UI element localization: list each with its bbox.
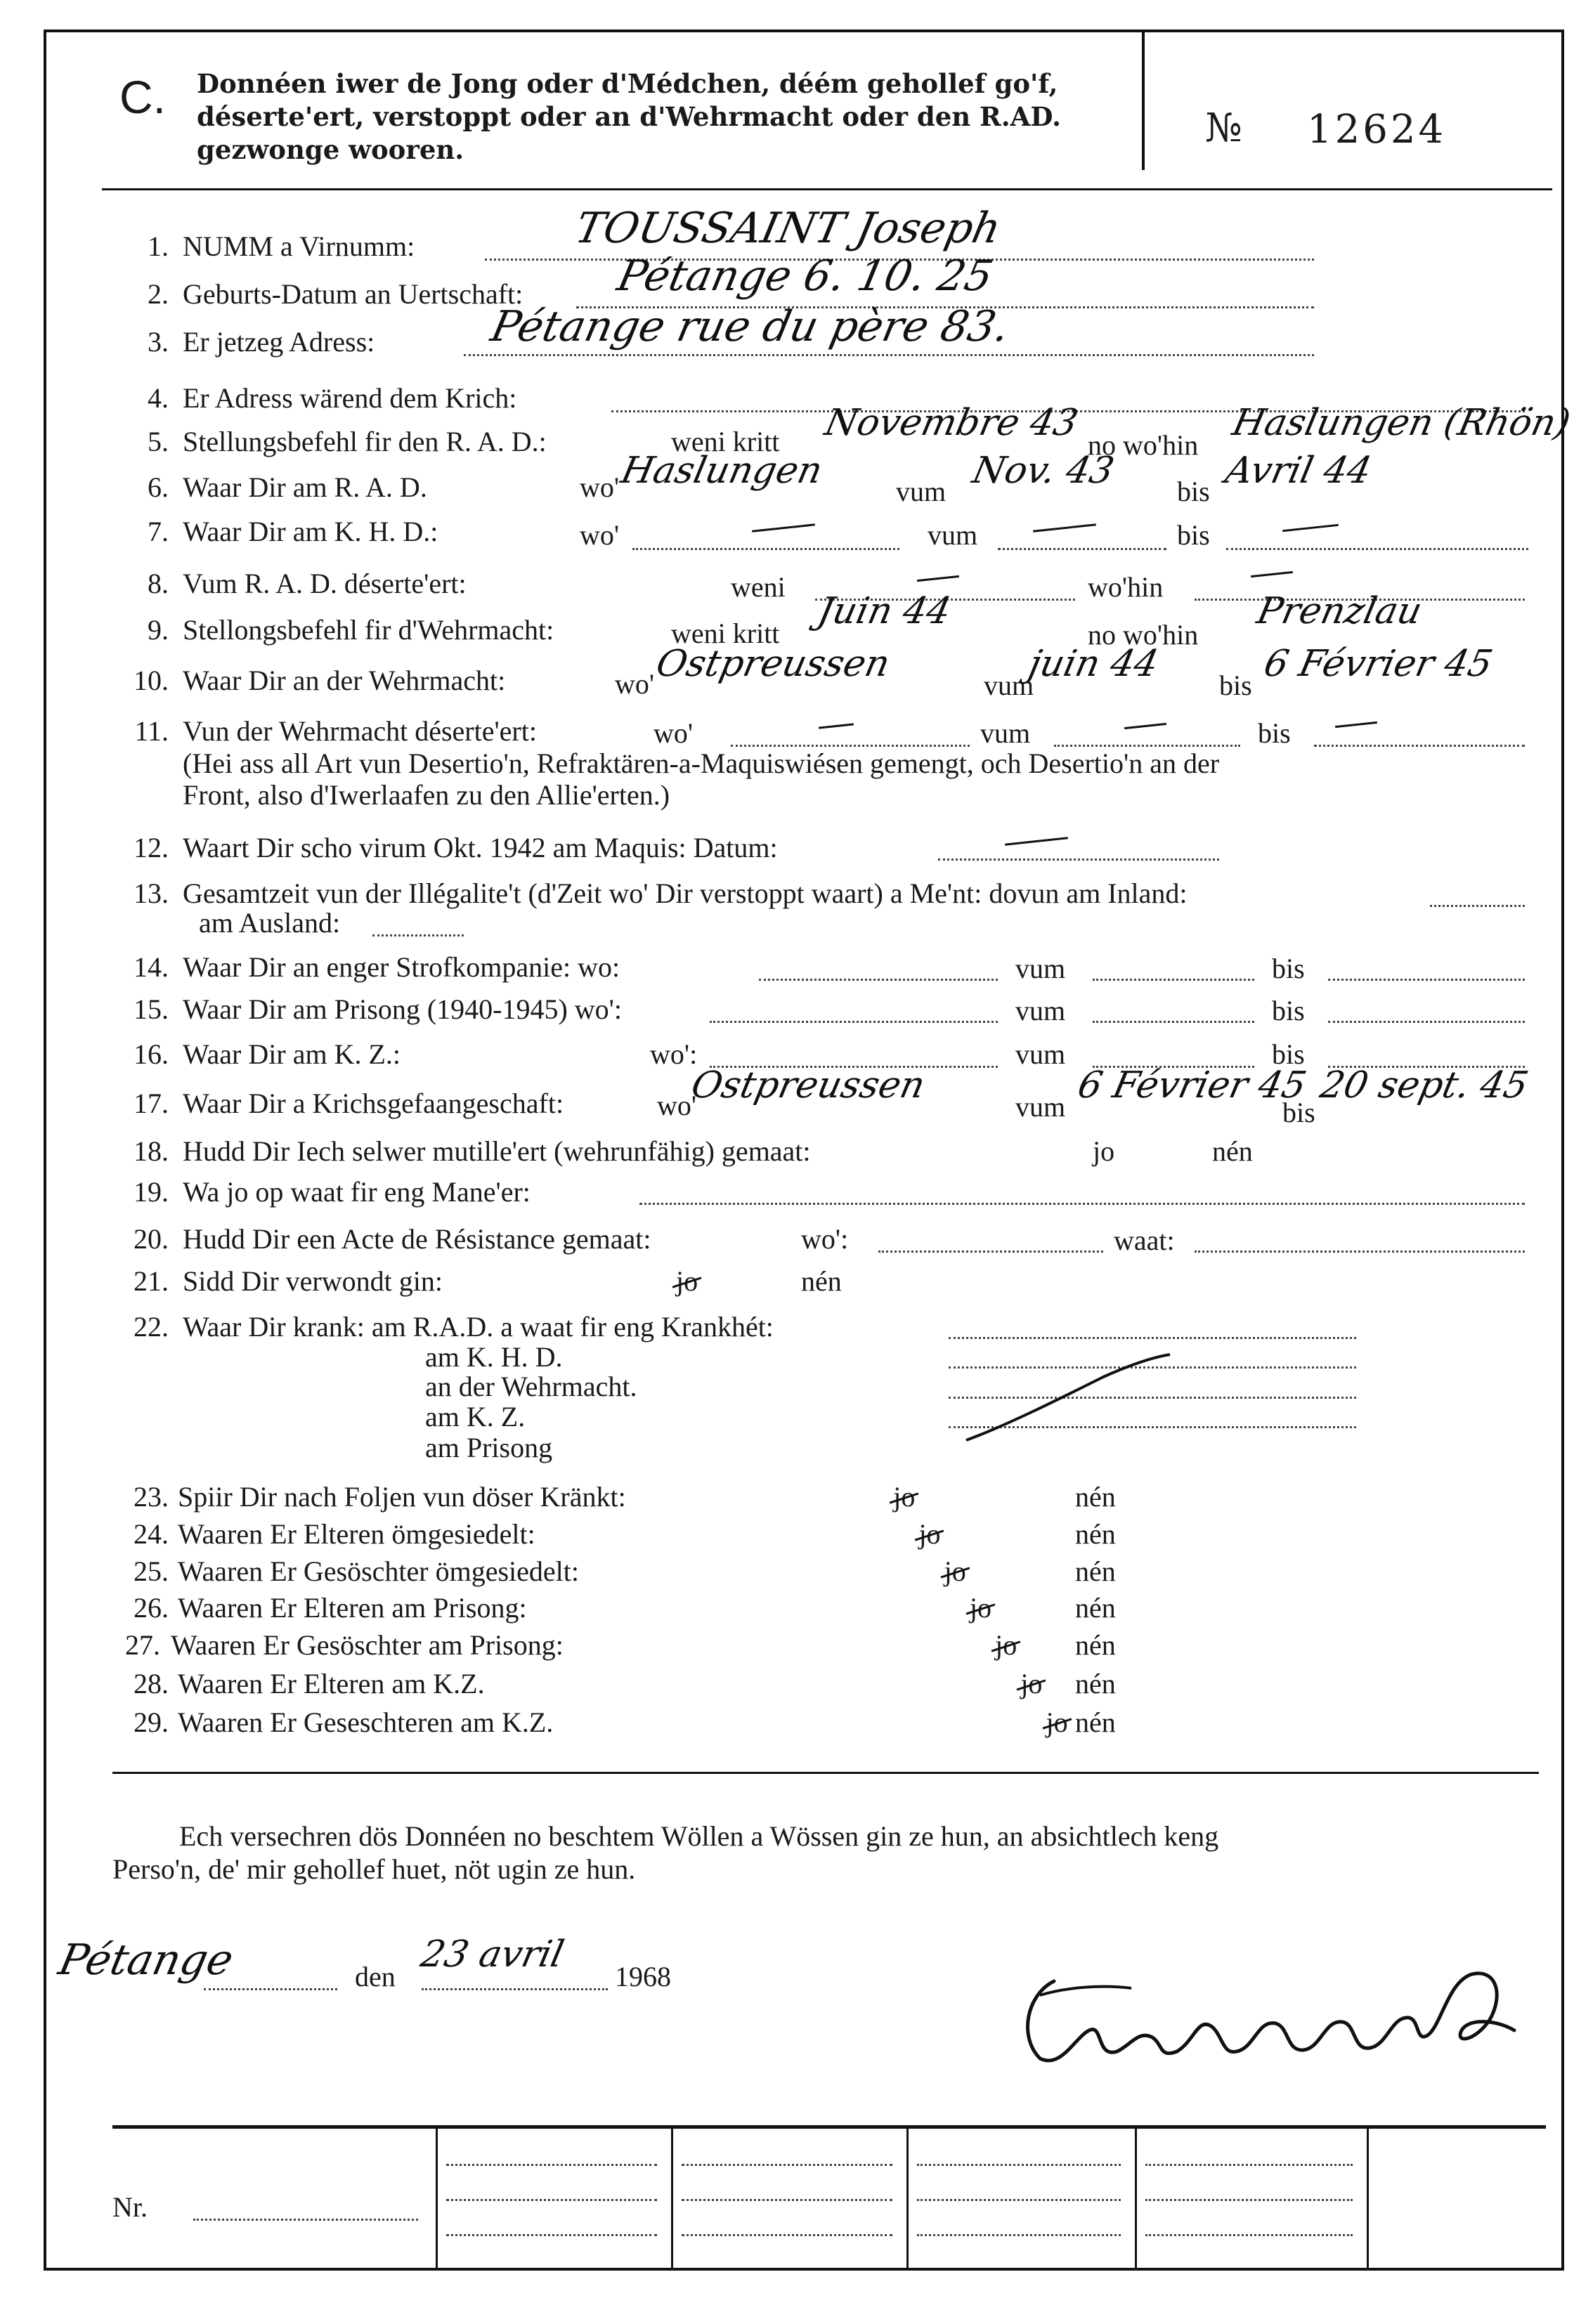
item-label: Waaren Er Gesöschter ömgesiedelt: [178,1555,579,1587]
item-label: Waar Dir an enger Strofkompanie: wo: [183,951,620,983]
item-label: NUMM a Virnumm: [183,230,415,262]
item-label: Spiir Dir nach Foljen vun döser Kränkt: [178,1481,626,1513]
wo-label: wo': [650,1038,698,1070]
item-number: 9. [148,614,169,646]
nr-label: Nr. [112,2191,148,2223]
item-number: 25. [134,1555,169,1587]
handwritten-wo: Ostpreussen [687,1064,929,1106]
bis-label: bis [1282,1097,1315,1128]
fill-line [193,2219,418,2221]
item-label: Vun der Wehrmacht déserte'ert: [183,715,537,747]
nen-option: nén [1212,1135,1253,1167]
item-number: 22. [134,1311,169,1343]
item-label: Hudd Dir Iech selwer mutille'ert (wehrunfähig) gemaat: [183,1135,811,1167]
fill-line [998,548,1166,550]
item-number: 20. [134,1223,169,1255]
bis-label: bis [1219,670,1252,701]
fill-line [1314,745,1525,747]
item-number: 13. [134,877,169,909]
vum-label: vum [928,519,978,551]
wo-label: wo' [580,519,620,551]
signature [1012,1953,1532,2080]
fill-line [639,1203,1525,1205]
item-label: Waaren Er Gesöschter am Prisong: [171,1629,564,1661]
fill-line [938,859,1219,861]
handwritten-nowohin: Haslungen (Rhön) [1228,402,1574,444]
vum-label: vum [1015,995,1066,1026]
fill-line [949,1337,1356,1339]
jo-option-struck: jo [1046,1706,1068,1738]
item-label: Waaren Er Elteren ömgesiedelt: [178,1518,535,1550]
fill-line [446,2199,657,2201]
item-label: Hudd Dir een Acte de Résistance gemaat: [183,1223,651,1255]
item-note: Front, also d'Iwerlaafen zu den Allie'erten.) [183,779,670,811]
handwritten-wo: Haslungen [617,450,826,492]
item-number: 21. [134,1265,169,1297]
item-label: Er Adress wärend dem Krich: [183,382,517,414]
vum-label: vum [984,670,1034,701]
handwritten-wo: Ostpreussen [652,643,894,685]
item-number: 2. [148,278,169,310]
item-label: Waar Dir am K. H. D.: [183,516,438,547]
year-label: 1968 [615,1961,671,1992]
fill-line [446,2164,657,2166]
fill-line [446,2234,657,2236]
item-label: Stellongsbefehl fir d'Wehrmacht: [183,614,554,646]
weni-label: weni kritt [671,426,780,457]
footer-column-divider [906,2127,909,2271]
item-label: Waar Dir a Krichsgefaangeschaft: [183,1088,564,1119]
footer-column-divider [1135,2127,1137,2271]
wo-label: wo': [801,1223,849,1255]
fill-line [682,2234,892,2236]
nen-option: nén [1075,1555,1116,1587]
jo-option-struck: jo [1020,1668,1043,1699]
nowohin-label: no wo'hin [1088,429,1199,461]
item-label: Geburts-Datum an Uertschaft: [183,278,523,310]
handwritten-date: 23 avril [417,1933,568,1976]
item-number: 3. [148,326,169,358]
item-label: Waaren Er Elteren am K.Z. [178,1668,485,1699]
handwritten-vum: juin 44 [1025,643,1162,685]
handwritten-bis: 20 sept. 45 [1316,1064,1532,1106]
fill-line [1093,1021,1254,1023]
item-label: Waaren Er Elteren am Prisong: [178,1592,527,1624]
nen-option: nén [801,1265,842,1297]
den-label: den [355,1961,396,1992]
nen-option: nén [1075,1481,1116,1513]
item-label: Waar Dir am Prisong (1940-1945) wo': [183,993,622,1025]
nen-option: nén [1075,1668,1116,1699]
handwritten-place: Pétange [54,1935,238,1985]
item-number: 24. [134,1518,169,1550]
header-rule [102,188,1552,190]
form-number: 12624 [1307,107,1447,152]
item-number: 27. [125,1629,160,1661]
footer-table-top [112,2125,1546,2129]
item-label: Waar Dir am K. Z.: [183,1038,401,1070]
jo-option-struck: jo [918,1518,941,1550]
handwritten-nowohin: Prenzlau [1253,590,1426,632]
sub-label: am Prisong [425,1432,553,1463]
fill-line [682,2164,892,2166]
item-number: 10. [134,665,169,696]
fill-line [1195,1251,1525,1253]
fill-line [204,1988,337,1990]
bis-label: bis [1272,1038,1305,1070]
fill-line [1093,979,1254,981]
vum-label: vum [896,476,947,507]
fill-line [632,548,899,550]
fill-line [1145,2164,1353,2166]
wo-label: wo' [580,471,620,503]
jo-option-struck: jo [944,1555,966,1587]
item-number: 23. [134,1481,169,1513]
item-number: 26. [134,1592,169,1624]
fill-line [422,1988,608,1990]
bis-label: bis [1272,953,1305,984]
item-label: Vum R. A. D. déserte'ert: [183,568,467,599]
jo-option-struck: jo [893,1481,916,1513]
fill-line [1226,548,1528,550]
fill-line [759,979,998,981]
handwritten-name: TOUSSAINT Joseph [571,204,1006,253]
item-number: 16. [134,1038,169,1070]
handwritten-address: Pétange rue du père 83. [486,302,1014,351]
sub-label: an der Wehrmacht. [425,1371,637,1402]
fill-line [1145,2234,1353,2236]
weni-label: weni [731,571,786,603]
sub-label: am K. Z. [425,1401,526,1432]
item-label: Gesamtzeit vun der Illégalite't (d'Zeit wo' Dir verstoppt waart) a Me'nt: dovun am Inland: [183,877,1188,909]
item-label: Waar Dir an der Wehrmacht: [183,665,506,696]
item-label-2: am Ausland: [199,907,341,939]
form-title: Donnéen iwer de Jong oder d'Médchen, déém gehollef go'f, déserte'ert, verstoppt oder an d'Wehrmacht oder den R.AD. gezwonge wooren. [197,68,1062,165]
wo-label: wo' [657,1090,697,1121]
nen-option: nén [1075,1629,1116,1661]
handwritten-bis: 6 Février 45 [1260,643,1497,685]
item-number: 18. [134,1135,169,1167]
item-number: 12. [134,832,169,863]
bis-label: bis [1258,717,1291,749]
handwritten-weni: Novembre 43 [821,402,1082,444]
fill-line [1328,979,1525,981]
vum-label: vum [1015,1091,1066,1123]
item-number: 17. [134,1088,169,1119]
declaration-line: Perso'n, de' mir gehollef huet, nöt ugin ze hun. [112,1853,636,1885]
fill-line [917,2199,1121,2201]
bis-label: bis [1272,995,1305,1026]
item-number: 29. [134,1706,169,1738]
sub-label: am K. H. D. [425,1341,563,1373]
cross-out-stroke [963,1349,1173,1447]
nen-option: nén [1075,1518,1116,1550]
handwritten-bis: Avril 44 [1221,450,1376,492]
item-label: Sidd Dir verwondt gin: [183,1265,443,1297]
jo-option-struck: jo [969,1592,991,1624]
handwritten-birth: Pétange 6. 10. 25 [613,252,998,301]
header-divider [1142,30,1145,170]
item-label: Waaren Er Geseschteren am K.Z. [178,1706,554,1738]
handwritten-vum: Nov. 43 [968,450,1118,492]
jo-option-struck: jo [676,1265,698,1297]
fill-line [917,2234,1121,2236]
jo-option: jo [1093,1135,1115,1167]
item-label: Waart Dir scho virum Okt. 1942 am Maquis: Datum: [183,832,778,863]
nowohin-label: no wo'hin [1088,619,1199,651]
nen-option: nén [1075,1592,1116,1624]
fill-line [464,354,1314,356]
footer-column-divider [671,2127,673,2271]
fill-line [1430,905,1525,907]
item-number: 19. [134,1176,169,1208]
bis-label: bis [1177,476,1210,507]
section-letter: C. [119,71,166,123]
item-note: (Hei ass all Art vun Desertio'n, Refraktären-a-Maquiswiésen gemengt, och Desertio'n an der [183,748,1220,779]
item-number: 6. [148,471,169,503]
fill-line [710,1021,998,1023]
handwritten-weni: Juin 44 [814,590,955,632]
wo-label: wo' [615,668,655,700]
vum-label: vum [1015,953,1066,984]
declaration-line: Ech versechren dös Donnéen no beschtem Wöllen a Wössen gin ze hun, an absichtlech keng [179,1820,1219,1852]
item-number: 28. [134,1668,169,1699]
nen-option: nén [1075,1706,1116,1738]
jo-option-struck: jo [995,1629,1017,1661]
fill-line [917,2164,1121,2166]
item-number: 11. [134,715,169,747]
bis-label: bis [1177,519,1210,551]
vum-label: vum [1015,1038,1066,1070]
item-number: 5. [148,426,169,457]
item-number: 15. [134,993,169,1025]
item-label: Wa jo op waat fir eng Mane'er: [183,1176,531,1208]
fill-line [1328,1021,1525,1023]
waat-label: waat: [1114,1225,1175,1256]
footer-column-divider [1367,2127,1369,2271]
item-number: 14. [134,951,169,983]
number-symbol: № [1205,105,1242,151]
fill-line [682,2199,892,2201]
wo-label: wo' [653,717,694,749]
weni-label: weni kritt [671,618,780,649]
item-label: Er jetzeg Adress: [183,326,375,358]
fill-line [1145,2199,1353,2201]
item-number: 7. [148,516,169,547]
item-number: 1. [148,230,169,262]
handwritten-vum: 6 Février 45 [1074,1064,1310,1106]
fill-line [878,1251,1103,1253]
wohin-label: wo'hin [1088,571,1164,603]
section-rule [112,1772,1539,1774]
item-number: 8. [148,568,169,599]
fill-line [372,934,464,936]
item-number: 4. [148,382,169,414]
item-label: Stellungsbefehl fir den R. A. D.: [183,426,547,457]
vum-label: vum [980,717,1031,749]
footer-column-divider [436,2127,438,2271]
item-label: Waar Dir krank: am R.A.D. a waat fir eng Krankhét: [183,1311,774,1343]
item-label: Waar Dir am R. A. D. [183,471,427,503]
